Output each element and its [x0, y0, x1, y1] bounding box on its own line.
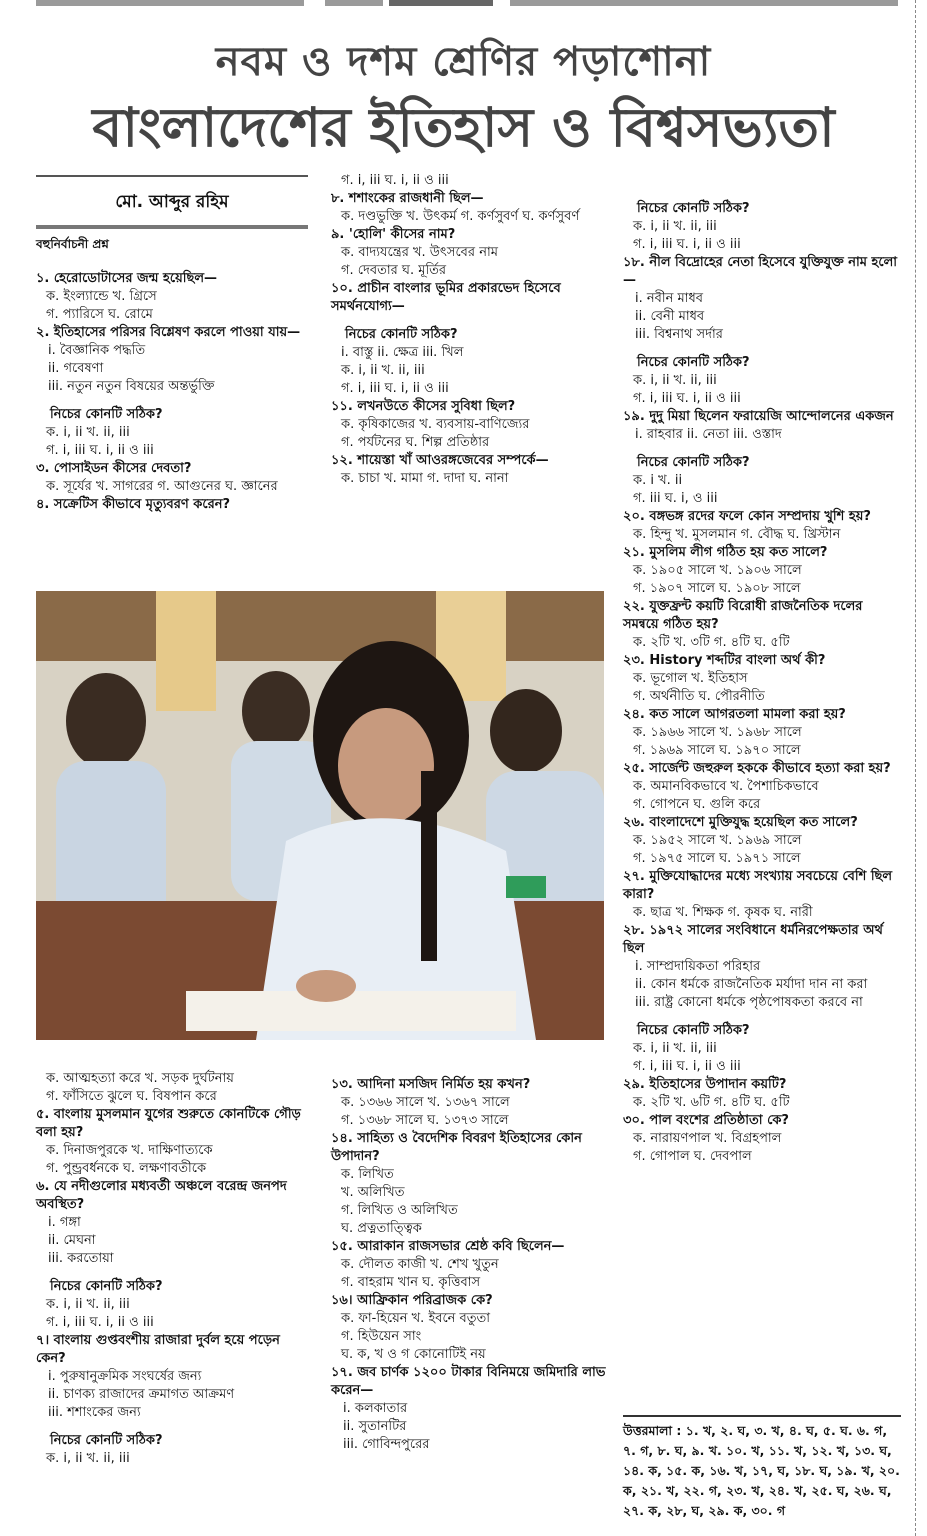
answer-option: ক. i, ii খ. ii, iii — [633, 1041, 717, 1056]
question-text: ১৩. আদিনা মসজিদ নির্মিত হয় কখন? — [331, 1077, 531, 1092]
question-statement: ii. গবেষণা — [48, 361, 104, 376]
answer-option: ক. আত্মহত্যা করে খ. সড়ক দুর্ঘটনায় — [46, 1071, 234, 1086]
exam-photo — [36, 591, 604, 1040]
answer-option: ক. চাচা খ. মামা গ. দাদা ঘ. নানা — [341, 471, 509, 486]
answer-option: ক. ১৯৫২ সালে খ. ১৯৬৯ সালে — [633, 833, 802, 848]
column-2-bottom — [331, 1076, 609, 1454]
answer-key: উত্তরমালা : ১. খ, ২. ঘ, ৩. খ, ৪. ঘ, ৫. ঘ. ৬. গ, ৭. গ, ৮. ঘ, ৯. খ. ১০. খ, ১১. খ, ১২. খ, ১৩. ঘ, ১৪. ক, ১৫. ক, ১৬. খ, ১৭, ঘ, ১৮. ঘ, ১৯. খ, ২০. ক, ২১. খ, ২২. গ, ২৩. খ, ২৪. খ, ২৫. ঘ, ২৬. ঘ, ২৭. ক, ২৮, ঘ, ২৯. ক, ৩০. গ — [623, 1415, 901, 1521]
answer-option: গ. গোপনে ঘ. গুলি করে — [633, 797, 761, 812]
answer-option: গ. i, iii ঘ. i, ii ও iii — [46, 443, 154, 458]
question-text: ২. ইতিহাসের পরিসর বিশ্লেষণ করলে পাওয়া যায়— — [36, 325, 301, 340]
question-statement: ii. চাণক্য রাজাদের ক্রমাগত আক্রমণ — [48, 1387, 235, 1402]
question-item — [331, 1364, 609, 1454]
question-statement: ii. সুতানটির — [343, 1419, 407, 1434]
column-1-top — [36, 270, 314, 514]
answer-option: গ. iii ঘ. i, ও iii — [633, 491, 718, 506]
question-item — [331, 172, 609, 190]
question-text: ৩. পোসাইডন কীসের দেবতা? — [36, 461, 192, 476]
answer-option: ক. লিখিত — [341, 1167, 394, 1182]
question-item — [36, 496, 314, 514]
answer-option: গ. ১৯৬৯ সালে ঘ. ১৯৭০ সালে — [633, 743, 801, 758]
answer-option: ক. বাদ্যযন্ত্রের খ. উৎসবের নাম — [341, 245, 498, 260]
answer-option: ক. i, ii খ. ii, iii — [46, 425, 130, 440]
answer-option: গ. হিউয়েন সাং — [341, 1329, 422, 1344]
answer-option: গ. i, iii ঘ. i, ii ও iii — [341, 381, 449, 396]
answer-option: ক. ভূগোল খ. ইতিহাস — [633, 671, 748, 686]
question-item — [623, 706, 901, 760]
question-text: ১৭. জব চার্ণক ১২০০ টাকার বিনিময়ে জমিদারি লাভ করেন— — [331, 1365, 606, 1398]
question-text: ১. হেরোডোটাসের জন্ম হয়েছিল— — [36, 271, 218, 286]
answer-option: গ. পুন্ড্রবর্ধনকে ঘ. লক্ষণাবতীকে — [46, 1161, 207, 1176]
question-item — [623, 1076, 901, 1112]
question-item — [623, 760, 901, 814]
question-item — [331, 1238, 609, 1292]
answer-option: গ. ১৯০৭ সালে ঘ. ১৯০৮ সালে — [633, 581, 801, 596]
answer-option: ক. i, ii খ. ii, iii — [46, 1297, 130, 1312]
answer-option: ঘ. প্রত্নতাত্ত্বিক — [341, 1221, 422, 1236]
question-item — [623, 922, 901, 1076]
question-text: ২১. মুসলিম লীগ গঠিত হয় কত সালে? — [623, 545, 828, 560]
answer-option: ক. ছাত্র খ. শিক্ষক গ. কৃষক ঘ. নারী — [633, 905, 813, 920]
question-item — [623, 508, 901, 544]
author-name: মো. আব্দুর রহিম — [115, 192, 229, 212]
question-text: ৪. সক্রেটিস কীভাবে মৃত্যুবরণ করেন? — [36, 497, 231, 512]
question-item — [623, 544, 901, 598]
question-text: ১৯. দুদু মিয়া ছিলেন ফরায়েজি আন্দোলনের একজন — [623, 409, 894, 424]
question-item — [36, 270, 314, 324]
answer-option: ক. i, ii খ. ii, iii — [633, 373, 717, 388]
answer-option: ক. অমানবিকভাবে খ. পৈশাচিকভাবে — [633, 779, 819, 794]
question-text: ১৫. আরাকান রাজসভার শ্রেষ্ঠ কবি ছিলেন— — [331, 1239, 565, 1254]
which-correct-prompt: নিচের কোনটি সঠিক? — [637, 1023, 750, 1038]
question-statement: i. কলকাতার — [343, 1401, 408, 1416]
question-text: ১৪. সাহিত্য ও বৈদেশিক বিবরণ ইতিহাসের কোন উপাদান? — [331, 1131, 582, 1164]
which-correct-prompt: নিচের কোনটি সঠিক? — [50, 1279, 163, 1294]
question-text: ৬. যে নদীগুলোর মধ্যবর্তী অঞ্চলে বরেন্দ্র জনপদ অবস্থিত? — [36, 1179, 287, 1212]
answer-option: i. বাস্তু ii. ক্ষেত্র iii. খিল — [341, 345, 464, 360]
top-rule-3 — [389, 0, 493, 6]
answer-option: ক. হিন্দু খ. মুসলমান গ. বৌদ্ধ ঘ. খ্রিস্টান — [633, 527, 841, 542]
answer-option: ক. ফা-হিয়েন খ. ইবনে বতুতা — [341, 1311, 491, 1326]
question-item — [623, 814, 901, 868]
column-1-bottom — [36, 1070, 314, 1468]
answer-option: ক. ২টি খ. ৩টি গ. ৪টি ঘ. ৫টি — [633, 635, 790, 650]
answer-option: ক. সূর্যের খ. সাগরের গ. আগুনের ঘ. জ্ঞানের — [46, 479, 278, 494]
question-text: ২৩. History শব্দটির বাংলা অর্থ কী? — [623, 653, 826, 668]
answer-option: ক. i খ. ii — [633, 473, 683, 488]
top-rule-4 — [510, 0, 898, 6]
section-label: বহুনির্বাচনী প্রশ্ন — [36, 237, 109, 251]
column-divider — [915, 0, 916, 1536]
question-text: ২৮. ১৯৭২ সালের সংবিধানে ধর্মনিরপেক্ষতার অর্থ ছিল — [623, 923, 883, 956]
question-statement: iii. বিশ্বনাথ সর্দার — [635, 327, 723, 342]
answer-option: গ. ১৯৭৫ সালে ঘ. ১৯৭১ সালে — [633, 851, 801, 866]
question-text: ২২. যুক্তফ্রন্ট কয়টি বিরোধী রাজনৈতিক দলের সমন্বয়ে গঠিত হয়? — [623, 599, 863, 632]
question-item — [331, 1076, 609, 1130]
page-kicker: নবম ও দশম শ্রেণির পড়াশোনা — [215, 39, 712, 85]
answer-option: গ. i, iii ঘ. i, ii ও iii — [633, 391, 741, 406]
question-item — [623, 408, 901, 508]
answer-option: গ. ১৩৬৮ সালে ঘ. ১৩৭৩ সালে — [341, 1113, 509, 1128]
question-item — [623, 868, 901, 922]
which-correct-prompt: নিচের কোনটি সঠিক? — [50, 1433, 163, 1448]
question-statement: iii. গোবিন্দপুরের — [343, 1437, 430, 1452]
answer-option: ক. ১৯৬৬ সালে খ. ১৯৬৮ সালে — [633, 725, 802, 740]
answer-option: খ. অলিখিত — [341, 1185, 405, 1200]
answer-option: গ. বাহরাম খান ঘ. কৃত্তিবাস — [341, 1275, 481, 1290]
answer-option: ক. দৌলত কাজী খ. শেখ খুতুন — [341, 1257, 499, 1272]
question-text: ২০. বঙ্গভঙ্গ রদের ফলে কোন সম্প্রদায় খুশি হয়? — [623, 509, 871, 524]
question-text: ৫. বাংলায় মুসলমান যুগের শুরুতে কোনটিকে গৌড় বলা হয়? — [36, 1107, 301, 1140]
question-text: ২৫. সার্জেন্ট জহুরুল হককে কীভাবে হত্যা করা হয়? — [623, 761, 891, 776]
question-statement: i. বৈজ্ঞানিক পদ্ধতি — [48, 343, 146, 358]
question-text: ১২. শায়েস্তা খাঁ আওরঙ্গজেবের সম্পর্কে— — [331, 453, 549, 468]
question-item — [36, 324, 314, 460]
question-item — [36, 1106, 314, 1178]
answer-option: ঘ. ক, খ ও গ কোনোটিই নয় — [341, 1347, 486, 1362]
answer-option: গ. গোপাল ঘ. দেবপাল — [633, 1149, 752, 1164]
answer-option: ক. ১৩৬৬ সালে খ. ১৩৬৭ সালে — [341, 1095, 510, 1110]
answer-option: গ. i, iii ঘ. i, ii ও iii — [341, 173, 449, 188]
question-item — [331, 1130, 609, 1238]
question-statement: iii. করতোয়া — [48, 1251, 114, 1266]
answer-option: ক. i, ii খ. ii, iii — [633, 219, 717, 234]
answer-option: ক. নারায়ণপাল খ. বিগ্রহপাল — [633, 1131, 782, 1146]
student-writing-illustration — [36, 591, 604, 1040]
answer-option: ক. ইংল্যান্ডে খ. গ্রিসে — [46, 289, 157, 304]
question-text: ২৯. ইতিহাসের উপাদান কয়টি? — [623, 1077, 787, 1092]
answer-option: গ. দেবতার ঘ. মূর্তির — [341, 263, 447, 278]
which-correct-prompt: নিচের কোনটি সঠিক? — [50, 407, 163, 422]
question-statement: i. নবীন মাধব — [635, 291, 703, 306]
question-text: ৯. 'হোলি' কীসের নাম? — [331, 227, 456, 242]
question-text: ২৭. মুক্তিযোদ্ধাদের মধ্যে সংখ্যায় সবচেয়ে বেশি ছিল কারা? — [623, 869, 893, 902]
question-text: ৩০. পাল বংশের প্রতিষ্ঠাতা কে? — [623, 1113, 789, 1128]
answer-option: গ. অর্থনীতি ঘ. পৌরনীতি — [633, 689, 765, 704]
question-item — [623, 200, 901, 254]
answer-option: গ. i, iii ঘ. i, ii ও iii — [46, 1315, 154, 1330]
question-text: ২৪. কত সালে আগরতলা মামলা করা হয়? — [623, 707, 846, 722]
question-item — [331, 280, 609, 398]
question-item — [36, 1070, 314, 1106]
top-rule-1 — [36, 0, 304, 6]
question-text: ১৮. নীল বিদ্রোহের নেতা হিসেবে যুক্তিযুক্ত নাম হলো— — [623, 255, 898, 288]
question-item — [623, 254, 901, 408]
question-item — [623, 598, 901, 652]
question-statement: ii. কোন ধর্মকে রাজনৈতিক মর্যাদা দান না করা — [635, 977, 868, 992]
which-correct-prompt: নিচের কোনটি সঠিক? — [637, 201, 750, 216]
answer-option: গ. i, iii ঘ. i, ii ও iii — [633, 237, 741, 252]
question-text: ৮. শশাংকের রাজধানী ছিল— — [331, 191, 484, 206]
question-text: ১৬। আফ্রিকান পরিব্রাজক কে? — [331, 1293, 493, 1308]
answer-option: ক. কৃষিকাজের খ. ব্যবসায়-বাণিজ্যের — [341, 417, 530, 432]
top-rule-2 — [325, 0, 383, 6]
question-text: ২৬. বাংলাদেশে মুক্তিযুদ্ধ হয়েছিল কত সালে? — [623, 815, 858, 830]
column-2-top — [331, 172, 609, 488]
question-item — [623, 1112, 901, 1166]
answer-option: ক. দিনাজপুরকে খ. দাক্ষিণাত্যকে — [46, 1143, 213, 1158]
page-title: বাংলাদেশের ইতিহাস ও বিশ্বসভ্যতা — [92, 96, 835, 159]
question-statement: i. সাম্প্রদায়িকতা পরিহার — [635, 959, 761, 974]
answer-option: ক. ২টি খ. ৬টি গ. ৪টি ঘ. ৫টি — [633, 1095, 790, 1110]
question-item — [623, 652, 901, 706]
question-item — [36, 1178, 314, 1332]
answer-option: গ. লিখিত ও অলিখিত — [341, 1203, 458, 1218]
author-box — [36, 175, 308, 229]
column-3 — [623, 190, 901, 1166]
answer-option: গ. i, iii ঘ. i, ii ও iii — [633, 1059, 741, 1074]
question-item — [331, 452, 609, 488]
question-statement: iii. শশাংকের জন্য — [48, 1405, 141, 1420]
question-item — [36, 460, 314, 496]
question-statement: i. পুরুষানুক্রমিক সংঘর্ষের জন্য — [48, 1369, 202, 1384]
question-text: ১০. প্রাচীন বাংলার ভূমির প্রকারভেদ হিসেবে সমর্থনযোগ্য— — [331, 281, 561, 314]
question-item — [331, 190, 609, 226]
question-statement: i. গঙ্গা — [48, 1215, 81, 1230]
answer-option: গ. প্যারিসে ঘ. রোমে — [46, 307, 153, 322]
question-text: ৭। বাংলায় গুপ্তবংশীয় রাজারা দুর্বল হয়ে পড়েন কেন? — [36, 1333, 280, 1366]
question-statement: ii. মেঘনা — [48, 1233, 96, 1248]
question-item — [36, 1332, 314, 1468]
question-text: ১১. লখনউতে কীসের সুবিধা ছিল? — [331, 399, 516, 414]
question-statement: iii. রাষ্ট্র কোনো ধর্মকে পৃষ্ঠপোষকতা করবে না — [635, 995, 863, 1010]
answer-option: গ. ফাঁসিতে ঝুলে ঘ. বিষপান করে — [46, 1089, 217, 1104]
question-statement: i. রাহবার ii. নেতা iii. ওস্তাদ — [635, 427, 782, 442]
answer-option: ক. i, ii খ. ii, iii — [341, 363, 425, 378]
which-correct-prompt: নিচের কোনটি সঠিক? — [345, 327, 458, 342]
answer-option: গ. পর্যটনের ঘ. শিল্প প্রতিষ্ঠার — [341, 435, 490, 450]
question-item — [331, 398, 609, 452]
which-correct-prompt: নিচের কোনটি সঠিক? — [637, 355, 750, 370]
question-item — [331, 226, 609, 280]
question-item — [331, 1292, 609, 1364]
question-statement: ii. বেনী মাধব — [635, 309, 705, 324]
question-statement: iii. নতুন নতুন বিষয়ের অন্তর্ভুক্তি — [48, 379, 215, 394]
answer-option: ক. i, ii খ. ii, iii — [46, 1451, 130, 1466]
answer-option: ক. দণ্ডভুক্তি খ. উৎকর্ম গ. কর্ণসুবর্ণ ঘ. কর্ণসুবর্ণ — [341, 209, 580, 224]
which-correct-prompt: নিচের কোনটি সঠিক? — [637, 455, 750, 470]
answer-option: ক. ১৯০৫ সালে খ. ১৯০৬ সালে — [633, 563, 802, 578]
